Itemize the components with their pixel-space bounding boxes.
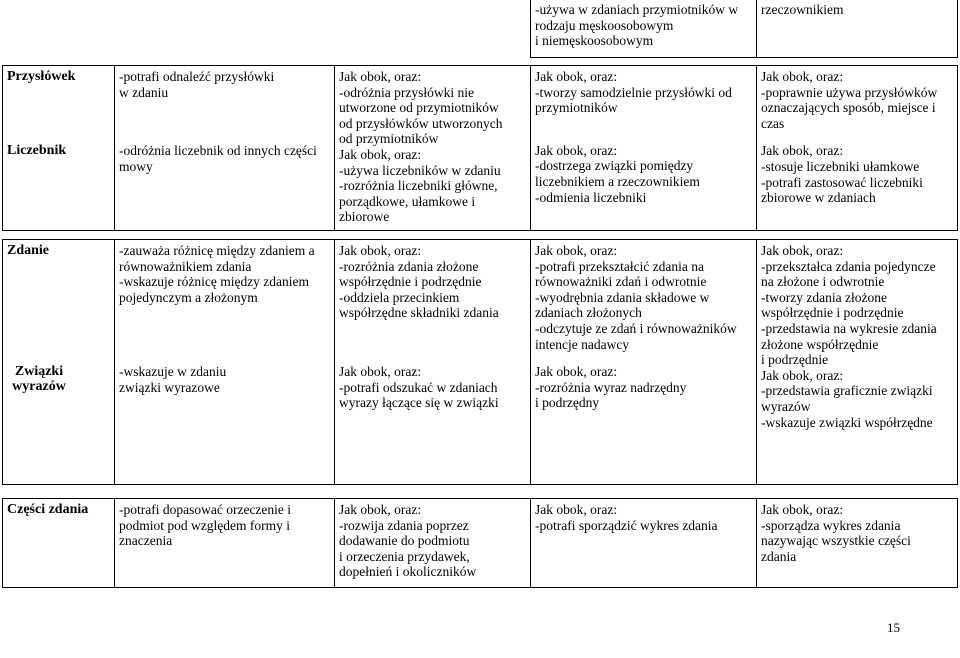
zdanie-c4-intro: Jak obok, oraz:	[761, 243, 844, 258]
top-fragment-bottom-border	[530, 57, 958, 58]
block2-col1	[114, 239, 335, 485]
przyslowek-c4-intro: Jak obok, oraz:	[761, 69, 844, 84]
zdanie-c3-intro: Jak obok, oraz:	[535, 243, 618, 258]
top-fragment-col4-text: -używa w zdaniach przymiotników w rodzaju męskoosobowym i niemęskoosobowym	[535, 2, 739, 49]
block2-col3	[530, 239, 757, 485]
czesci-c3-intro: Jak obok, oraz:	[535, 502, 618, 517]
block1-col3	[530, 65, 757, 231]
przyslowek-c2-intro: Jak obok, oraz:	[339, 69, 422, 84]
row-header-zwiazki-wyrazow: Związki wyrazów	[12, 363, 66, 395]
zwiazki-c2-text: -potrafi odszukać w zdaniach wyrazy łączące się w związki	[339, 379, 499, 411]
block2-col2	[334, 239, 531, 485]
zdanie-c3-text: -potrafi przekształcić zdania na równoważniki zdań i odwrotnie -wyodrębnia zdania składowe w zdaniach złożonych -odczytuje ze zdań i równoważników intencje nadawcy	[535, 258, 737, 352]
block2-col4	[756, 239, 958, 485]
przyslowek-c2-text: -odróżnia przysłówki nie utworzone od przymiotników od przysłówków utworzonych od przymiotników	[339, 84, 503, 147]
block1-col0	[2, 65, 115, 231]
zdanie-basic-text: -zauważa różnicę między zdaniem a równoważnikiem zdania -wskazuje różnicę między zdaniem pojedynczym a złożonym	[119, 243, 315, 305]
liczebnik-c4-intro: Jak obok, oraz:	[761, 143, 844, 159]
liczebnik-basic-text: -odróżnia liczebnik od innych części mowy	[119, 143, 317, 174]
block3-col0	[2, 498, 115, 588]
przyslowek-c3-intro: Jak obok, oraz:	[535, 69, 618, 84]
row-header-liczebnik: Liczebnik	[7, 142, 67, 158]
block3-col3	[530, 498, 757, 588]
block1-col2	[334, 65, 531, 231]
block2-col0	[2, 239, 115, 485]
block3-col1	[114, 498, 335, 588]
czesci-c2-intro: Jak obok, oraz:	[339, 502, 422, 517]
czesci-c4-text: -sporządza wykres zdania nazywając wszystkie części zdania	[761, 517, 911, 564]
top-fragment-col4	[530, 0, 757, 58]
zwiazki-c3-text: -rozróżnia wyraz nadrzędny i podrzędny	[535, 379, 687, 411]
liczebnik-c2-intro: Jak obok, oraz:	[339, 146, 422, 162]
czesci-c3-text: -potrafi sporządzić wykres zdania	[535, 517, 718, 533]
top-fragment-col5-text: rzeczownikiem	[761, 2, 844, 17]
top-fragment-col5	[756, 0, 958, 58]
czesci-c2-text: -rozwija zdania poprzez dodawanie do podmiotu i orzeczenia przydawek, dopełnień i okoliczników	[339, 517, 477, 580]
czesci-basic-text: -potrafi dopasować orzeczenie i podmiot pod względem formy i znaczenia	[119, 502, 292, 549]
row-header-przyslowek: Przysłówek	[7, 69, 76, 84]
row-header-zdanie: Zdanie	[7, 243, 50, 258]
page-number: 15	[887, 620, 900, 635]
liczebnik-c3-text: -dostrzega związki pomiędzy liczebnikiem a rzeczownikiem -odmienia liczebniki	[535, 158, 700, 205]
zwiazki-c3-intro: Jak obok, oraz:	[535, 364, 618, 380]
zwiazki-c4-text: -przedstawia graficznie związki wyrazów -wskazuje związki współrzędne	[761, 383, 933, 430]
przyslowek-basic-text: -potrafi odnaleźć przysłówki w zdaniu	[119, 69, 275, 100]
block3-col4	[756, 498, 958, 588]
block3-col2	[334, 498, 531, 588]
przyslowek-c4-text: -poprawnie używa przysłówków oznaczających sposób, miejsce i czas	[761, 84, 938, 131]
liczebnik-c4-text: -stosuje liczebniki ułamkowe -potrafi zastosować liczebniki zbiorowe w zdaniach	[761, 158, 923, 206]
zwiazki-c2-intro: Jak obok, oraz:	[339, 363, 422, 379]
block1-col1	[114, 65, 335, 231]
przyslowek-c3-text: -tworzy samodzielnie przysłówki od przymiotników	[535, 84, 732, 116]
zwiazki-basic-text: -wskazuje w zdaniu związki wyrazowe	[119, 364, 227, 395]
zdanie-c2-intro: Jak obok, oraz:	[339, 243, 422, 258]
zdanie-c2-text: -rozróżnia zdania złożone współrzędnie i podrzędnie -oddziela przecinkiem współrzędne składniki zdania	[339, 258, 499, 321]
block1-col4	[756, 65, 958, 231]
czesci-c4-intro: Jak obok, oraz:	[761, 502, 844, 517]
zwiazki-c4-intro: Jak obok, oraz:	[761, 367, 844, 383]
row-header-czesci-zdania: Części zdania	[7, 502, 89, 517]
liczebnik-c3-intro: Jak obok, oraz:	[535, 142, 618, 158]
liczebnik-c2-text: -używa liczebników w zdaniu -rozróżnia liczebniki główne, porządkowe, ułamkowe i zbiorowe	[339, 162, 501, 225]
zdanie-c4-text: -przekształca zdania pojedyncze na złożone i odwrotnie -tworzy zdania złożone współrzędnie i podrzędnie -przedstawia na wykresie zdania złożone współrzędnie i podrzędnie	[761, 258, 937, 368]
